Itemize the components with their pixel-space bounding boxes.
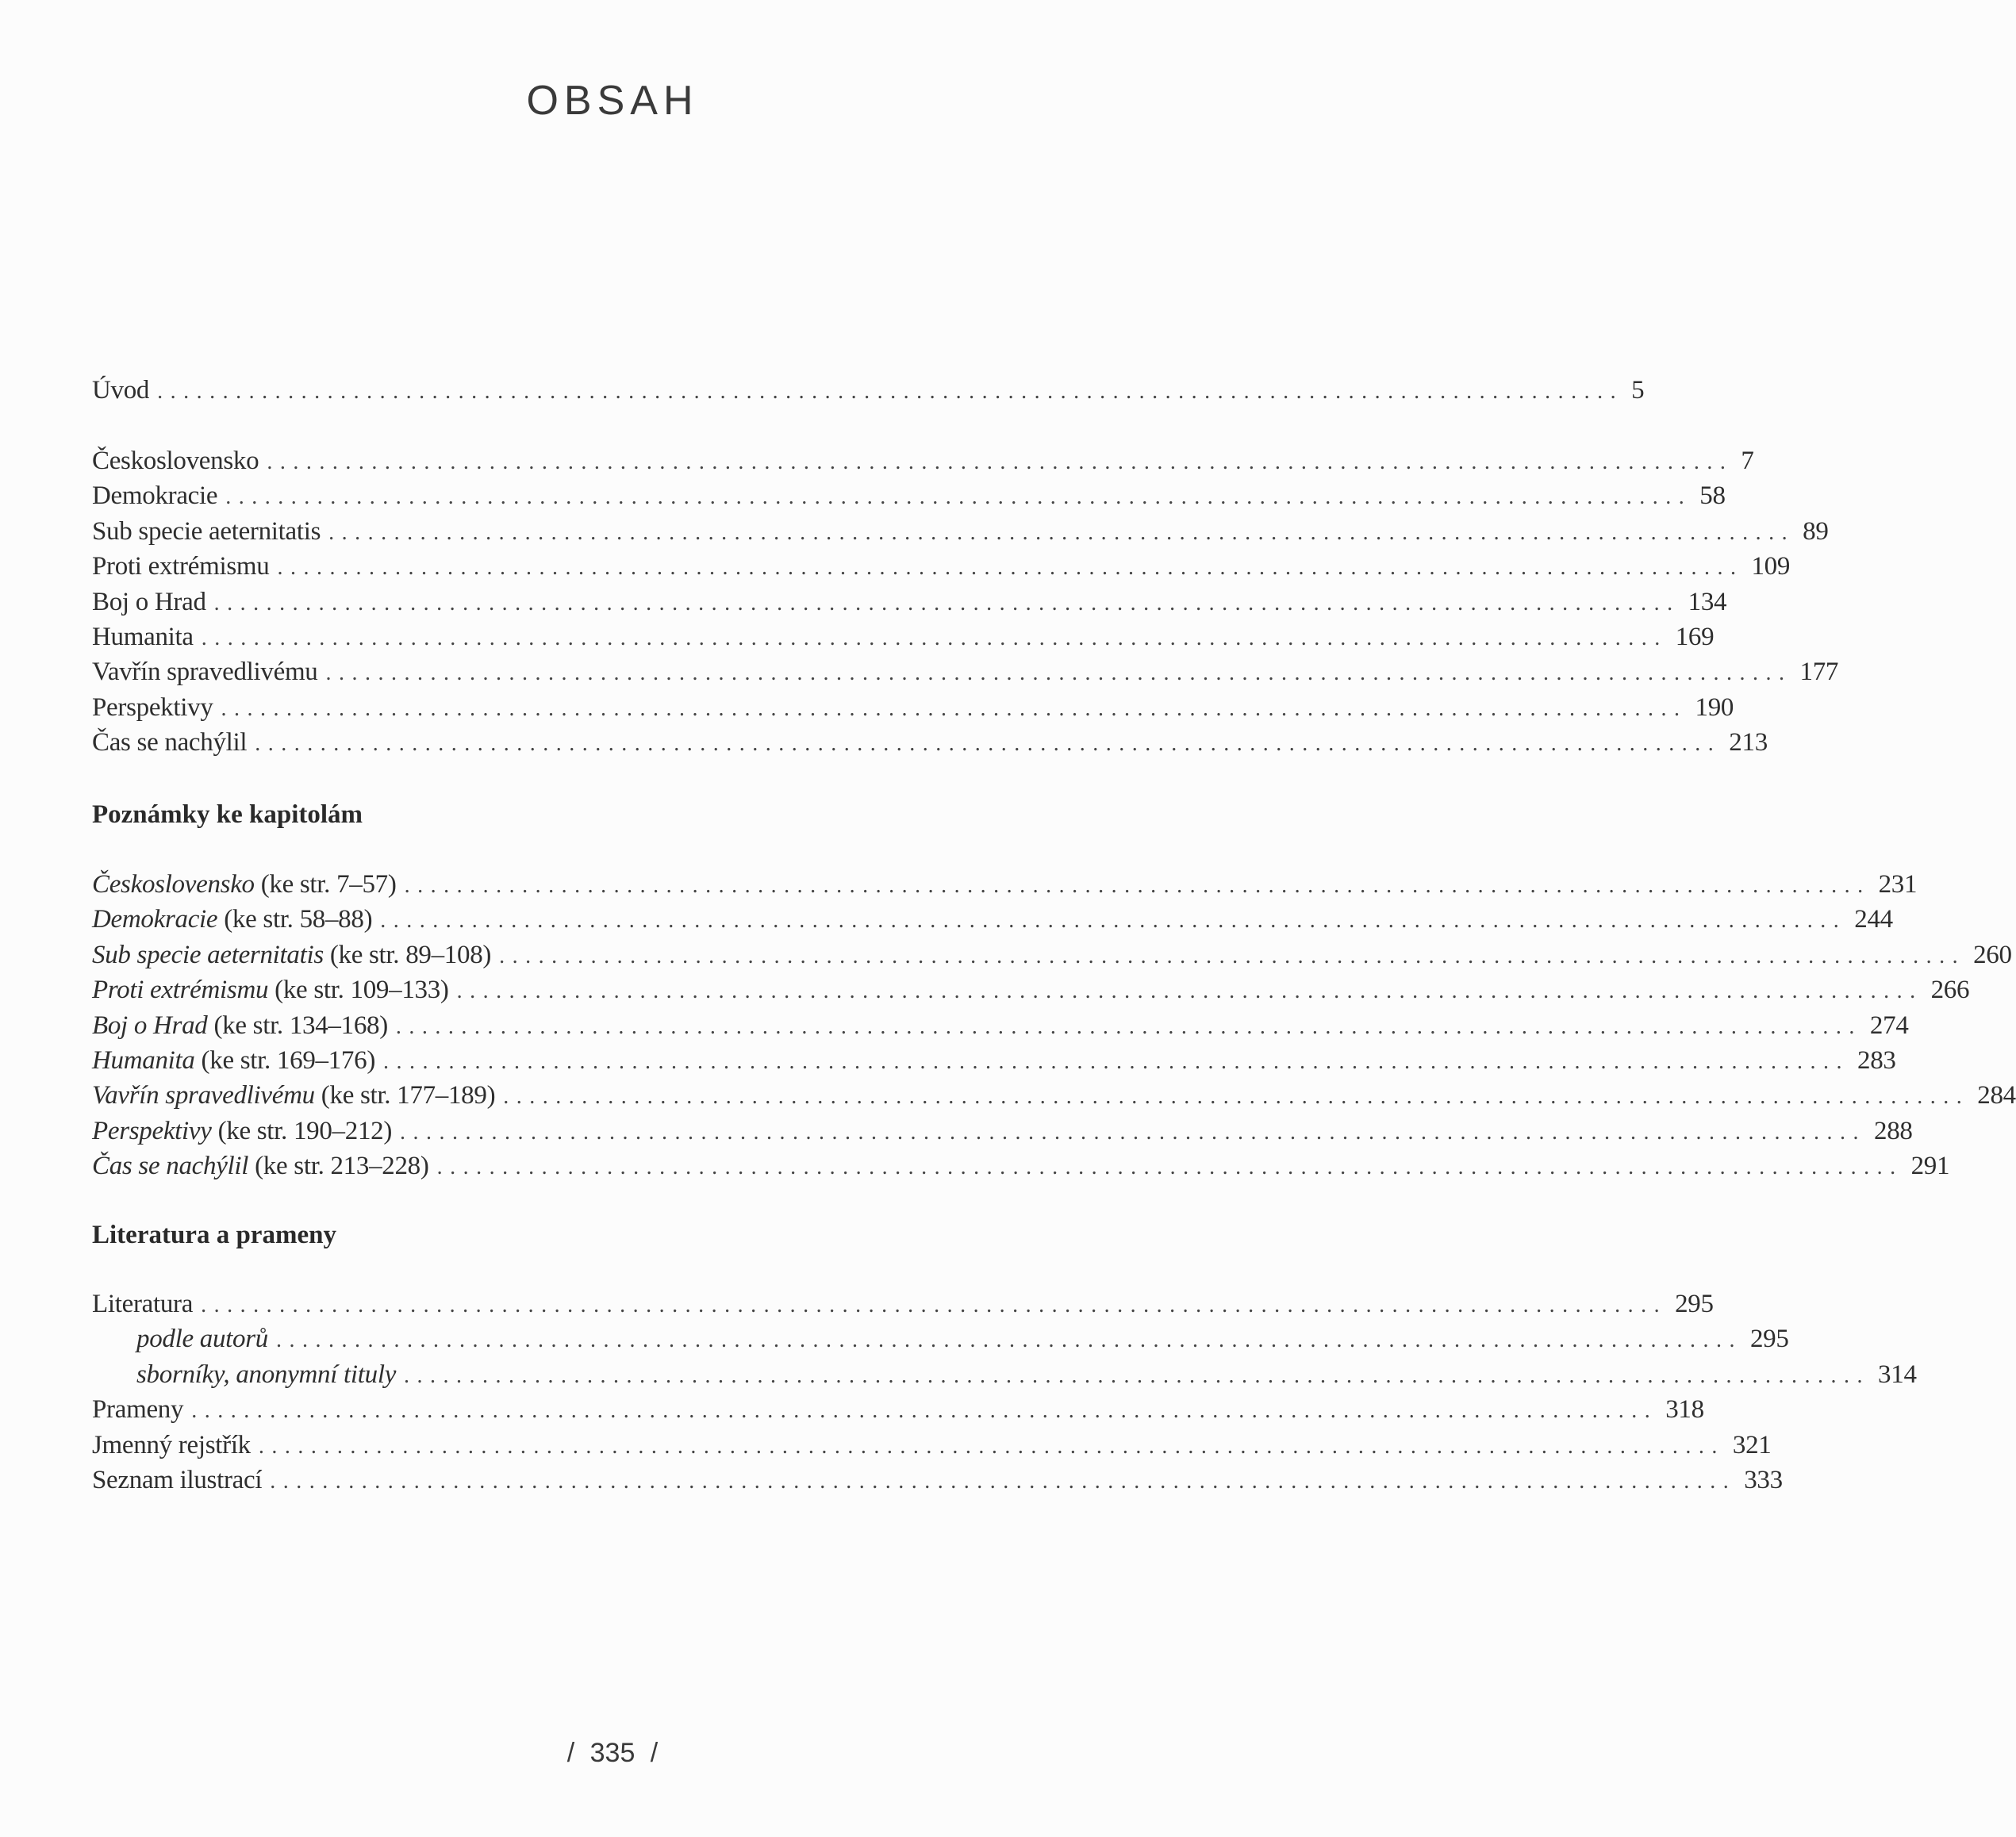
toc-chapters [92, 443, 1839, 761]
entry-label [92, 1321, 268, 1356]
dot-leader: ................................................................................................................ [277, 555, 1744, 581]
entry-page: 288 [1874, 1116, 1913, 1145]
entry-page: 318 [1665, 1395, 1704, 1425]
dot-leader: ................................................................................................................ [499, 943, 1966, 968]
toc-subentry[interactable] [92, 1321, 1789, 1356]
entry-label: Vavřín spravedlivému [92, 658, 318, 687]
toc-entry[interactable] [92, 654, 1839, 689]
page-number: / 335 / [566, 1738, 659, 1768]
entry-label [92, 972, 449, 1007]
dot-leader: ................................................................................................................ [221, 696, 1688, 721]
entry-range: (ke str. 7–57) [254, 870, 397, 899]
page-title: OBSAH [526, 78, 699, 124]
entry-label: Perspektivy [92, 692, 213, 722]
entry-range: (ke str. 89–108) [323, 940, 492, 969]
entry-title: Sub specie aeternitatis [92, 940, 324, 969]
entry-title: sborníky, anonymní tituly [136, 1360, 397, 1389]
entry-label: Humanita [92, 622, 194, 651]
entry-page: 89 [1803, 516, 1829, 546]
entry-label: Sub specie aeternitatis [92, 516, 321, 546]
entry-page: 169 [1675, 622, 1715, 651]
dot-leader: ................................................................................................................ [456, 979, 1923, 1004]
entry-page: 177 [1799, 658, 1839, 687]
entry-title: Perspektivy [92, 1116, 212, 1145]
toc-entry[interactable] [92, 1008, 1909, 1043]
toc-entry[interactable] [92, 938, 2012, 972]
dot-leader: ................................................................................................................ [275, 1328, 1742, 1353]
toc-subentry[interactable] [92, 1357, 1917, 1392]
entry-title: Vavřín spravedlivému [92, 1081, 315, 1110]
dot-leader: ................................................................................................................ [267, 450, 1734, 474]
entry-page: 314 [1878, 1360, 1917, 1389]
section-heading-notes: Poznámky ke kapitolám [92, 800, 363, 829]
entry-label: Prameny [92, 1395, 184, 1425]
entry-label [92, 1149, 429, 1183]
entry-page: 333 [1744, 1465, 1783, 1494]
dot-leader: ................................................................................................................ [225, 485, 1692, 510]
entry-label [92, 938, 491, 972]
dot-leader: ................................................................................................................ [213, 590, 1680, 616]
toc-entry[interactable] [92, 1043, 1896, 1078]
entry-label [92, 1357, 396, 1392]
entry-range: (ke str. 177–189) [314, 1081, 496, 1110]
entry-label [92, 1043, 375, 1078]
dot-leader: ................................................................................................................ [325, 661, 1792, 686]
toc-entry[interactable] [92, 514, 1829, 549]
entry-page: 7 [1741, 447, 1754, 475]
dot-leader: ................................................................................................................ [191, 1398, 1658, 1424]
dot-leader: ................................................................................................................ [503, 1084, 1970, 1110]
dot-leader: ................................................................................................................ [400, 1119, 1867, 1145]
toc-entry[interactable] [92, 690, 1734, 725]
entry-label [92, 1078, 495, 1113]
toc-entry[interactable] [92, 1078, 2016, 1113]
entry-title: Čas se nachýlil [92, 1152, 249, 1181]
entry-page: 244 [1854, 905, 1893, 934]
toc-entry[interactable] [92, 725, 1768, 760]
entry-page: 213 [1729, 728, 1768, 757]
entry-label: Demokracie [92, 481, 218, 511]
entry-range: (ke str. 213–228) [248, 1152, 429, 1181]
toc-entry[interactable] [92, 1149, 1950, 1183]
entry-label: Seznam ilustrací [92, 1465, 263, 1494]
entry-page: 58 [1699, 481, 1726, 511]
entry-title: Proti extrémismu [92, 976, 269, 1005]
entry-label: Boj o Hrad [92, 587, 206, 616]
entry-label: Proti extrémismu [92, 552, 270, 581]
dot-leader: ................................................................................................................ [328, 520, 1795, 545]
toc-literature-list [92, 1287, 1917, 1498]
toc-entry[interactable] [92, 549, 1791, 584]
toc-entry[interactable] [92, 902, 1893, 937]
toc-entry[interactable] [92, 478, 1726, 513]
entry-label [92, 1114, 392, 1149]
entry-range: (ke str. 169–176) [194, 1045, 376, 1075]
entry-title: Humanita [92, 1045, 195, 1075]
entry-page: 231 [1878, 870, 1918, 899]
entry-page: 274 [1869, 1011, 1909, 1040]
toc-entry[interactable] [92, 867, 1918, 902]
toc-notes [92, 797, 1085, 832]
dot-leader: ................................................................................................................ [404, 1363, 1871, 1388]
dot-leader: ................................................................................................................ [255, 731, 1722, 757]
entry-range: (ke str. 58–88) [217, 905, 373, 934]
toc-entry[interactable] [92, 1114, 1913, 1149]
toc-entry[interactable] [92, 1392, 1704, 1427]
dot-leader: ................................................................................................................ [201, 625, 1668, 650]
entry-label: Československo [92, 447, 259, 475]
entry-title: Demokracie [92, 905, 218, 934]
entry-label: Čas se nachýlil [92, 728, 248, 757]
dot-leader: ................................................................................................................ [157, 379, 1624, 404]
entry-page: 284 [1977, 1081, 2016, 1110]
toc-entry[interactable] [92, 1463, 1783, 1498]
entry-label: Úvod [92, 376, 150, 405]
entry-page: 260 [1973, 940, 2012, 969]
entry-label [92, 867, 397, 902]
dot-leader: ................................................................................................................ [404, 873, 1871, 898]
toc-entry[interactable] [92, 619, 1715, 654]
dot-leader: ................................................................................................................ [270, 1468, 1737, 1494]
entry-label [92, 902, 372, 937]
dot-leader: ................................................................................................................ [383, 1049, 1850, 1074]
dot-leader: ................................................................................................................ [436, 1155, 1903, 1180]
entry-page: 109 [1751, 552, 1791, 581]
entry-title: Československo [92, 870, 255, 899]
entry-page: 291 [1910, 1152, 1950, 1181]
entry-label [92, 1008, 388, 1043]
entry-range: (ke str. 134–168) [207, 1011, 388, 1040]
toc-entry[interactable] [92, 1428, 1772, 1463]
entry-label: Jmenný rejstřík [92, 1430, 251, 1459]
toc-literature [92, 1218, 1085, 1252]
entry-page: 283 [1857, 1045, 1896, 1075]
toc-intro [92, 373, 1645, 408]
toc-entry[interactable] [92, 1287, 1714, 1321]
dot-leader: ................................................................................................................ [395, 1014, 1862, 1039]
entry-page: 295 [1675, 1290, 1714, 1318]
entry-range: (ke str. 190–212) [211, 1116, 393, 1145]
dot-leader: ................................................................................................................ [201, 1293, 1668, 1317]
section-heading-literature: Literatura a prameny [92, 1221, 336, 1249]
toc-entry[interactable] [92, 373, 1645, 408]
dot-leader: ................................................................................................................ [380, 908, 1847, 934]
toc-entry[interactable] [92, 972, 1970, 1007]
entry-label: Literatura [92, 1290, 194, 1318]
entry-title: podle autorů [136, 1325, 268, 1354]
entry-range: (ke str. 109–133) [268, 976, 449, 1005]
toc-entry[interactable] [92, 443, 1754, 478]
entry-title: Boj o Hrad [92, 1011, 208, 1040]
entry-page: 321 [1732, 1430, 1772, 1459]
toc-entry[interactable] [92, 585, 1727, 619]
entry-page: 190 [1695, 692, 1734, 722]
entry-page: 5 [1631, 376, 1645, 405]
entry-page: 134 [1688, 587, 1727, 616]
entry-page: 295 [1749, 1325, 1789, 1354]
toc-notes-list [92, 867, 2016, 1184]
dot-leader: ................................................................................................................ [258, 1433, 1725, 1459]
entry-page: 266 [1930, 976, 1970, 1005]
